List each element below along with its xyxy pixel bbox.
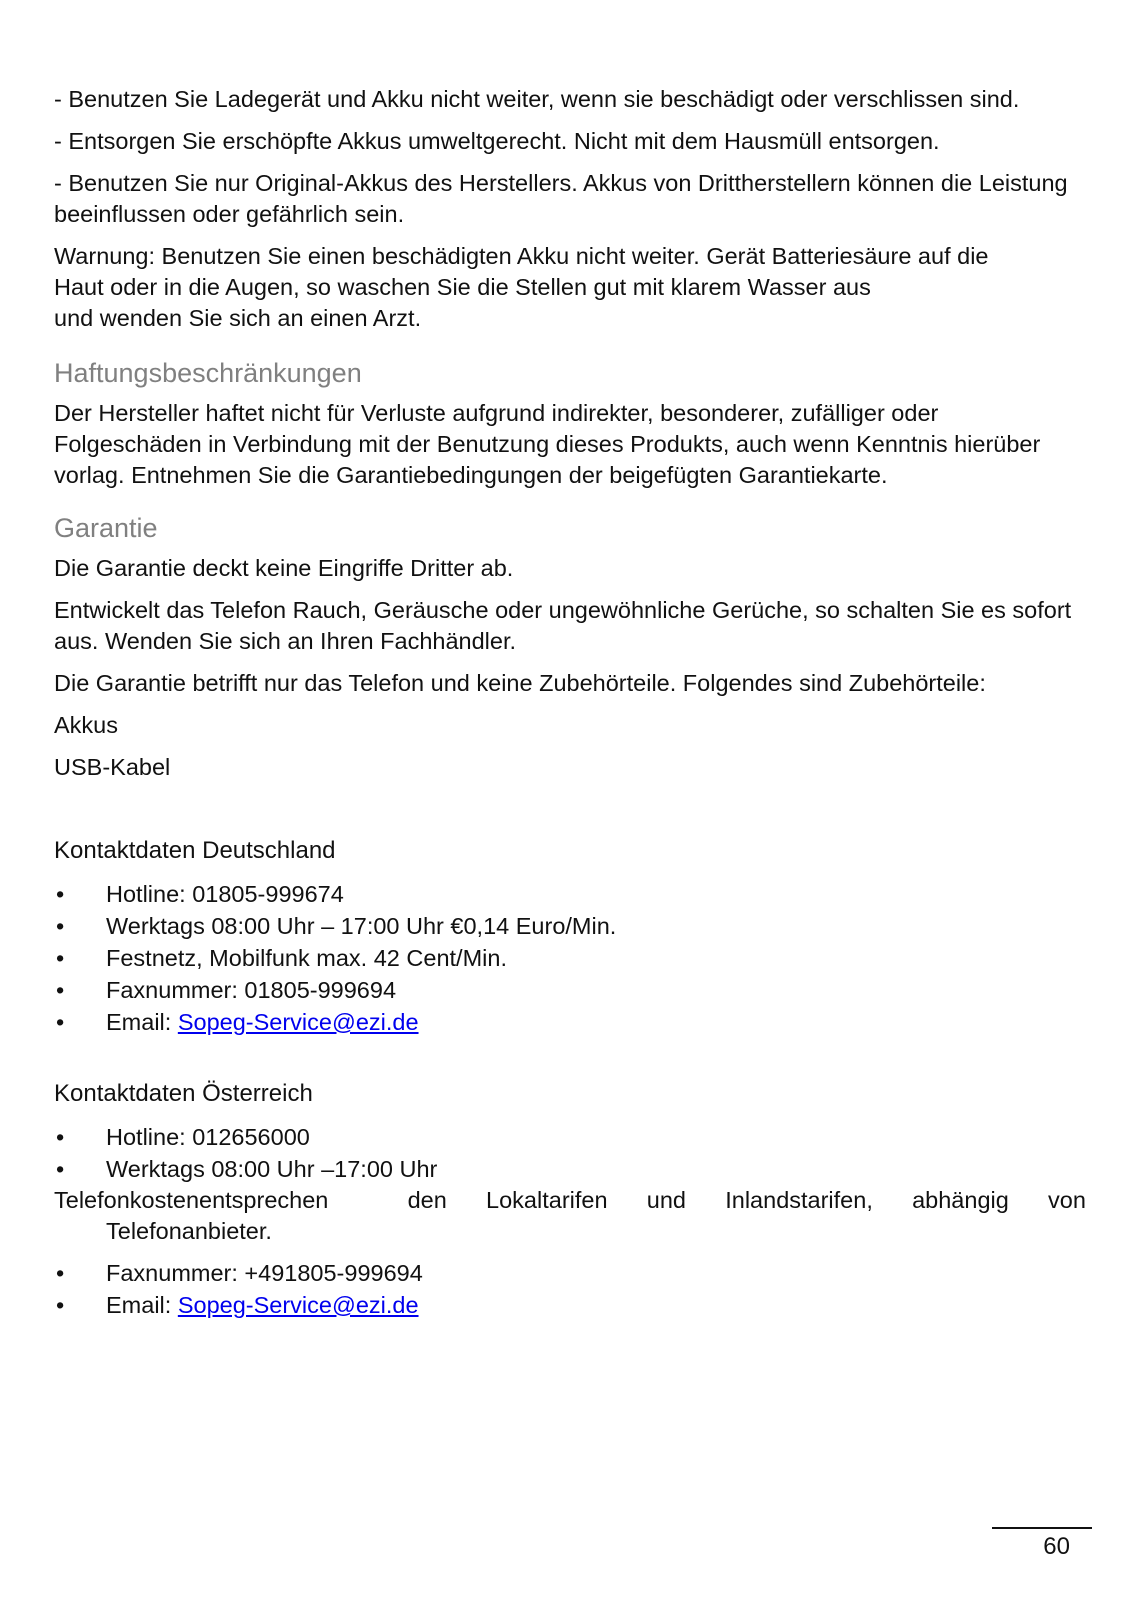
contact-at-fax: Faxnummer: +491805-999694 [106,1260,423,1286]
contact-at-heading: Kontaktdaten Österreich [54,1080,313,1107]
accessory-item: USB-Kabel [54,754,171,780]
liability-heading: Haftungsbeschränkungen [54,358,362,388]
bullet-icon: • [56,1009,65,1035]
contact-de-hotline: Hotline: 01805-999674 [106,881,344,907]
bullet-icon: • [56,1260,65,1286]
contact-de-email-label: Email: [106,1009,178,1035]
contact-at-list-2 [54,1257,1086,1321]
list-item [54,1121,1086,1153]
cost-word: Lokaltarifen [486,1187,608,1213]
bullet-icon: • [56,1156,65,1182]
contact-de-hours: Werktags 08:00 Uhr – 17:00 Uhr €0,14 Euro/Min. [106,913,617,939]
cost-word: abhängig [912,1187,1009,1213]
warranty-paragraph: Die Garantie betrifft nur das Telefon und keine Zubehörteile. Folgendes sind Zubehörteile: [54,670,986,696]
cost-word: Inlandstarifen, [725,1187,873,1213]
bullet-icon: • [56,1292,65,1318]
cost-word: den [407,1187,447,1213]
bullet-icon: • [56,1124,65,1150]
battery-warning-line: Warnung: Benutzen Sie einen beschädigten Akku nicht weiter. Gerät Batteriesäure auf die [54,243,989,269]
contact-de-list [54,878,1086,1038]
bullet-icon: • [56,913,65,939]
list-item [54,1153,1086,1185]
contact-de-heading: Kontaktdaten Deutschland [54,837,336,864]
contact-at-cost-line [54,1185,1086,1216]
warranty-paragraph: Die Garantie deckt keine Eingriffe Dritter ab. [54,555,514,581]
cost-word: und [646,1187,686,1213]
bullet-icon: • [56,945,65,971]
battery-warning-line: Haut oder in die Augen, so waschen Sie die Stellen gut mit klarem Wasser aus [54,274,871,300]
page-number: 60 [992,1527,1092,1561]
list-item [54,878,1086,910]
warranty-heading: Garantie [54,513,158,543]
contact-at-cost-continuation: Telefonanbieter. [106,1218,272,1244]
accessory-item: Akkus [54,712,118,738]
liability-text: Der Hersteller haftet nicht für Verluste aufgrund indirekter, besonderer, zufälliger oder Folgeschäden in Verbindung mit der Benutzung dieses Produkts, auch wenn Kenntnis hierüber vorlag. Entnehmen Sie die Garantiebedingungen der beigefügten Garantiekarte. [54,400,1041,488]
contact-at-hours: Werktags 08:00 Uhr –17:00 Uhr [106,1156,438,1182]
bullet-icon: • [56,977,65,1003]
contact-at-hotline: Hotline: 012656000 [106,1124,310,1150]
list-item [54,974,1086,1006]
contact-de-email-link[interactable]: Sopeg-Service@ezi.de [177,1009,419,1035]
battery-item: - Benutzen Sie Ladegerät und Akku nicht weiter, wenn sie beschädigt oder verschlissen sind. [54,86,1020,112]
bullet-icon: • [56,881,65,907]
list-item [54,1006,1086,1038]
cost-word: Telefonkostenentsprechen [54,1187,329,1213]
contact-at-list [54,1121,1086,1185]
contact-at-email-link[interactable]: Sopeg-Service@ezi.de [177,1292,419,1318]
list-item [54,1257,1086,1289]
contact-de-fax: Faxnummer: 01805-999694 [106,977,397,1003]
contact-at-email-label: Email: [106,1292,178,1318]
document-page [54,84,1086,1321]
battery-item: - Entsorgen Sie erschöpfte Akkus umweltgerecht. Nicht mit dem Hausmüll entsorgen. [54,128,940,154]
warranty-paragraph: Entwickelt das Telefon Rauch, Geräusche oder ungewöhnliche Gerüche, so schalten Sie es sofort aus. Wenden Sie sich an Ihren Fachhändler. [54,597,1072,654]
list-item [54,942,1086,974]
list-item [54,910,1086,942]
battery-item: - Benutzen Sie nur Original-Akkus des Herstellers. Akkus von Drittherstellern können die Leistung beeinflussen oder gefährlich sein. [54,170,1068,227]
cost-word: von [1048,1187,1086,1213]
list-item [54,1289,1086,1321]
contact-de-landline: Festnetz, Mobilfunk max. 42 Cent/Min. [106,945,507,971]
battery-warning-line: und wenden Sie sich an einen Arzt. [54,305,422,331]
